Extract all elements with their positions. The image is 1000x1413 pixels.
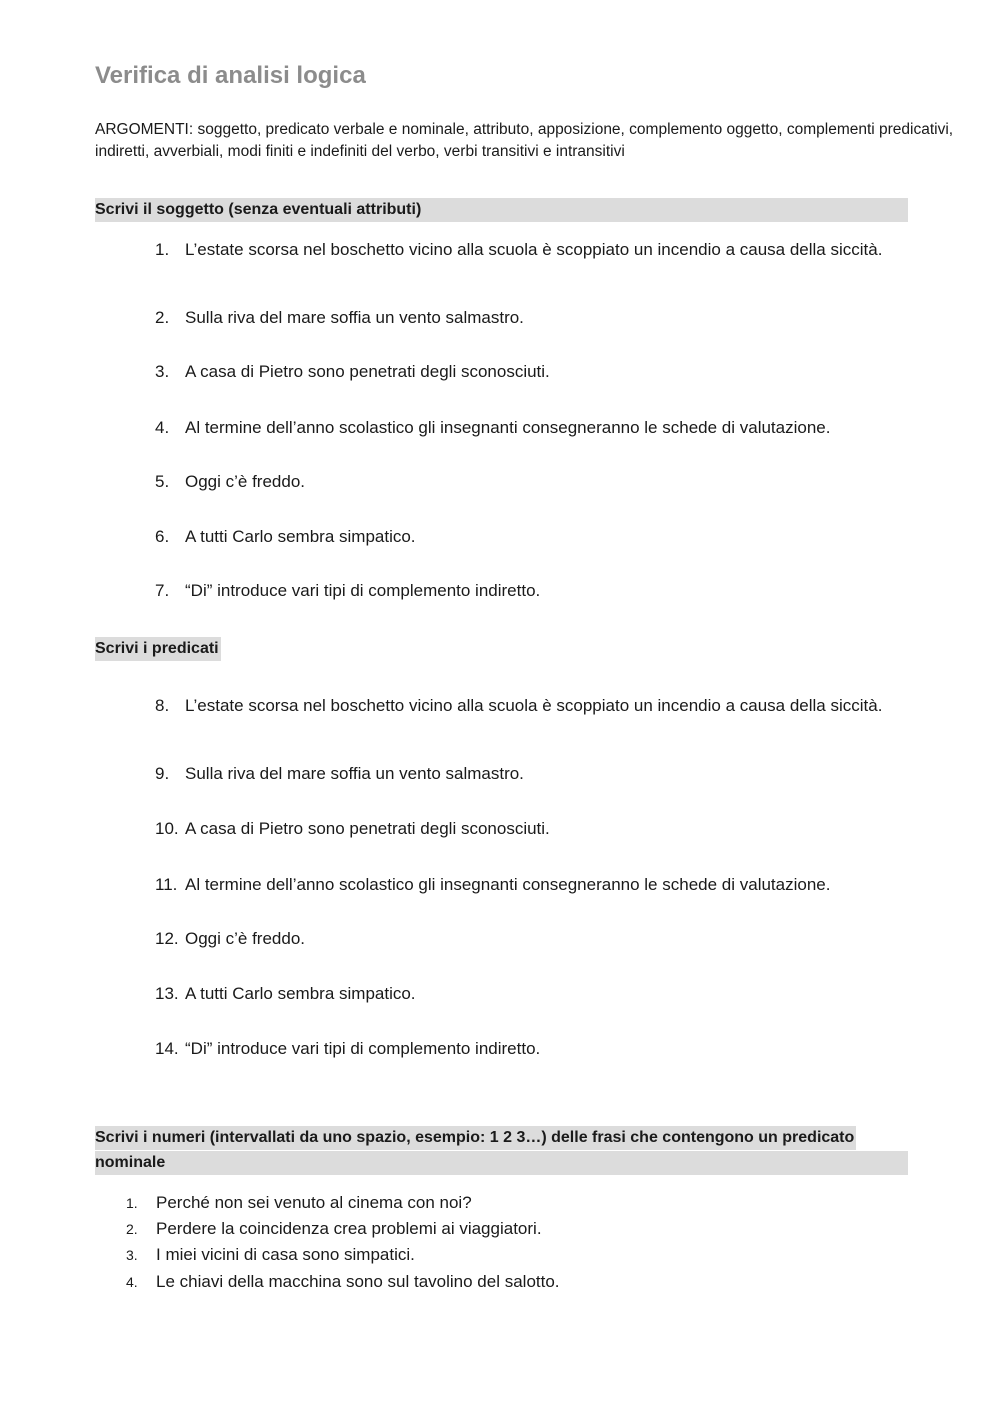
section-heading-predicates: Scrivi i predicati [95, 637, 221, 661]
list-item: 5. Oggi c’è freddo. [155, 472, 306, 491]
list-item: 14. “Di” introduce vari tipi di complemento indiretto. [155, 1039, 541, 1058]
list-item: 9. Sulla riva del mare soffia un vento salmastro. [155, 764, 524, 783]
list-item: 2. Perdere la coincidenza crea problemi ai viaggiatori. [126, 1219, 542, 1238]
page-title: Verifica di analisi logica [95, 62, 366, 89]
list-item: 3. I miei vicini di casa sono simpatici. [126, 1245, 415, 1264]
section-heading-subject: Scrivi il soggetto (senza eventuali attributi) [95, 198, 908, 222]
list-item: 7. “Di” introduce vari tipi di complemento indiretto. [155, 581, 541, 600]
list-item: 1. L’estate scorsa nel boschetto vicino alla scuola è scoppiato un incendio a causa della siccità. [155, 240, 883, 259]
list-item: 3. A casa di Pietro sono penetrati degli sconosciuti. [155, 362, 550, 381]
list-item: 8. L’estate scorsa nel boschetto vicino alla scuola è scoppiato un incendio a causa della siccità. [155, 696, 883, 715]
list-item: 13. A tutti Carlo sembra simpatico. [155, 984, 416, 1003]
list-item: 1. Perché non sei venuto al cinema con noi? [126, 1193, 472, 1212]
list-item: 2. Sulla riva del mare soffia un vento salmastro. [155, 308, 524, 327]
list-item: 11. Al termine dell’anno scolastico gli insegnanti consegneranno le schede di valutazione. [155, 875, 831, 894]
topics-paragraph: ARGOMENTI: soggetto, predicato verbale e nominale, attributo, apposizione, complemento oggetto, complementi predicativi, indiretti, avverbiali, modi finiti e indefiniti del verbo, verbi transitivi e intransitivi [95, 121, 954, 160]
list-item: 4. Al termine dell’anno scolastico gli insegnanti consegneranno le schede di valutazione. [155, 418, 831, 437]
section-heading-nominal-line2: nominale [95, 1151, 908, 1175]
section-heading-nominal-line1: Scrivi i numeri (intervallati da uno spazio, esempio: 1 2 3…) delle frasi che contengono un predicato [95, 1126, 856, 1150]
list-item: 6. A tutti Carlo sembra simpatico. [155, 527, 416, 546]
list-item: 12. Oggi c’è freddo. [155, 929, 306, 948]
list-item: 4. Le chiavi della macchina sono sul tavolino del salotto. [126, 1272, 560, 1291]
list-item: 10. A casa di Pietro sono penetrati degli sconosciuti. [155, 819, 550, 838]
